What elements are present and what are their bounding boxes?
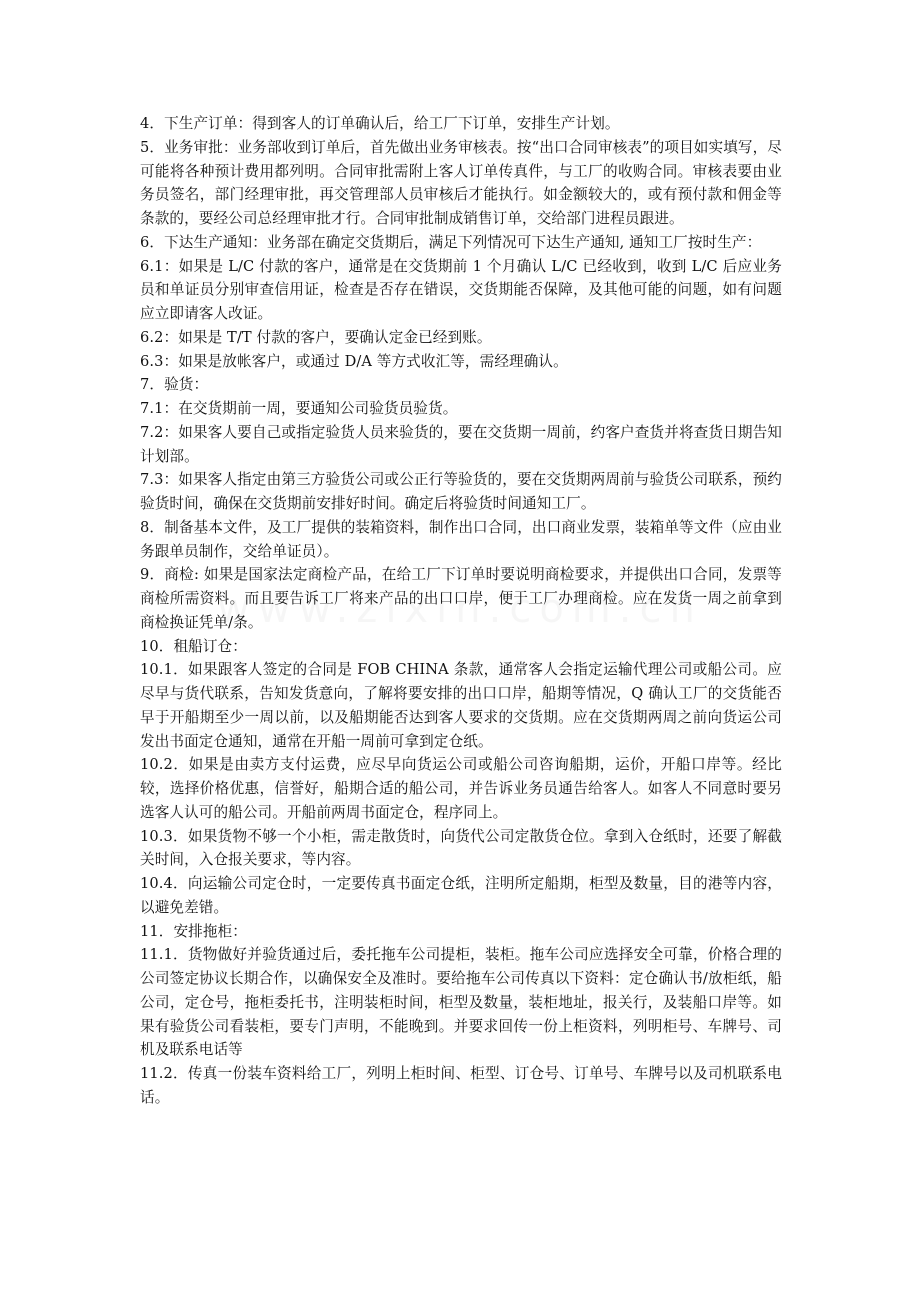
document-body — [140, 112, 782, 1110]
paragraph-10-1: 10.1．如果跟客人签定的合同是 FOB CHINA 条款，通常客人会指定运输代理公司或船公司。应尽早与货代联系，告知发货意向，了解将要安排的出口口岸，船期等情况，Q 确认工厂的交货能否早于开船期至少一周以前，以及船期能否达到客人要求的交货期。应在交货期两周之前向货运公司发出书面定仓通知，通常在开船一周前可拿到定仓纸。 — [140, 661, 782, 750]
paragraph-6: 6．下达生产通知：业务部在确定交货期后，满足下列情况可下达生产通知, 通知工厂按时生产： — [140, 233, 762, 251]
paragraph-10-4: 10.4．向运输公司定仓时，一定要传真书面定仓纸，注明所定船期，柜型及数量，目的港等内容，以避免差错。 — [140, 875, 782, 916]
paragraph-7-3: 7.3：如果客人指定由第三方验货公司或公正行等验货的，要在交货期两周前与验货公司联系，预约验货时间，确保在交货期前安排好时间。确定后将验货时间通知工厂。 — [140, 471, 782, 512]
paragraph-10-3: 10.3．如果货物不够一个小柜，需走散货时，向货代公司定散货仓位。拿到入仓纸时，还要了解截关时间，入仓报关要求，等内容。 — [140, 827, 782, 869]
paragraph-6-2: 6.2：如果是 T/T 付款的客户，要确认定金已经到账。 — [140, 328, 492, 346]
paragraph-8: 8．制备基本文件，及工厂提供的装箱资料，制作出口合同，出口商业发票，装箱单等文件（应由业务跟单员制作，交给单证员）。 — [140, 518, 782, 560]
paragraph-11-2: 11.2．传真一份装车资料给工厂，列明上柜时间、柜型、订仓号、订单号、车牌号以及司机联系电话。 — [140, 1065, 782, 1106]
paragraph-10: 10．租船订仓： — [140, 637, 247, 655]
paragraph-9: 9．商检: 如果是国家法定商检产品，在给工厂下订单时要说明商检要求，并提供出口合同，发票等商检所需资料。而且要告诉工厂将来产品的出口口岸，便于工厂办理商检。应在发货一周之前拿到商检换证凭单/条。 — [140, 566, 782, 631]
paragraph-11-1: 11.1．货物做好并验货通过后，委托拖车公司提柜，装柜。拖车公司应选择安全可靠，价格合理的公司签定协议长期合作，以确保安全及准时。要给拖车公司传真以下资料：定仓确认书/放柜纸，船公司，定仓号，拖柜委托书，注明装柜时间，柜型及数量，装柜地址，报关行，及装船口岸等。如果有验货公司看装柜，要专门声明，不能晚到。并要求回传一份上柜资料，列明柜号、车牌号、司机及联系电话等 — [140, 946, 782, 1059]
paragraph-7-2: 7.2：如果客人要自己或指定验货人员来验货的，要在交货期一周前，约客户查货并将查货日期告知计划部。 — [140, 423, 782, 465]
paragraph-11: 11．安排拖柜： — [140, 922, 247, 940]
paragraph-4: 4．下生产订单：得到客人的订单确认后，给工厂下订单，安排生产计划。 — [140, 115, 620, 132]
paragraph-7: 7．验货： — [140, 376, 209, 394]
paragraph-6-3: 6.3：如果是放帐客户，或通过 D/A 等方式收汇等，需经理确认。 — [140, 352, 568, 370]
paragraph-6-1: 6.1：如果是 L/C 付款的客户，通常是在交货期前 1 个月确认 L/C 已经收到，收到 L/C 后应业务员和单证员分别审查信用证，检查是否存在错误，交货期能否保障，及其他可能的问题，如有问题应立即请客人改证。 — [140, 257, 782, 322]
paragraph-7-1: 7.1：在交货期前一周，要通知公司验货员验货。 — [140, 400, 458, 417]
paragraph-5: 5．业务审批：业务部收到订单后，首先做出业务审核表。按“出口合同审核表”的项目如实填写，尽可能将各种预计费用都列明。合同审批需附上客人订单传真件，与工厂的收购合同。审核表要由业务员签名，部门经理审批，再交管理部人员审核后才能执行。如金额较大的，或有预付款和佣金等条款的，要经公司总经理审批才行。合同审批制成销售订单，交给部门进程员跟进。 — [140, 138, 782, 227]
paragraph-10-2: 10.2．如果是由卖方支付运费，应尽早向货运公司或船公司咨询船期，运价，开船口岸等。经比较，选择价格优惠，信誉好，船期合适的船公司，并告诉业务员通告给客人。如客人不同意时要另选客人认可的船公司。开船前两周书面定仓，程序同上。 — [140, 756, 782, 821]
